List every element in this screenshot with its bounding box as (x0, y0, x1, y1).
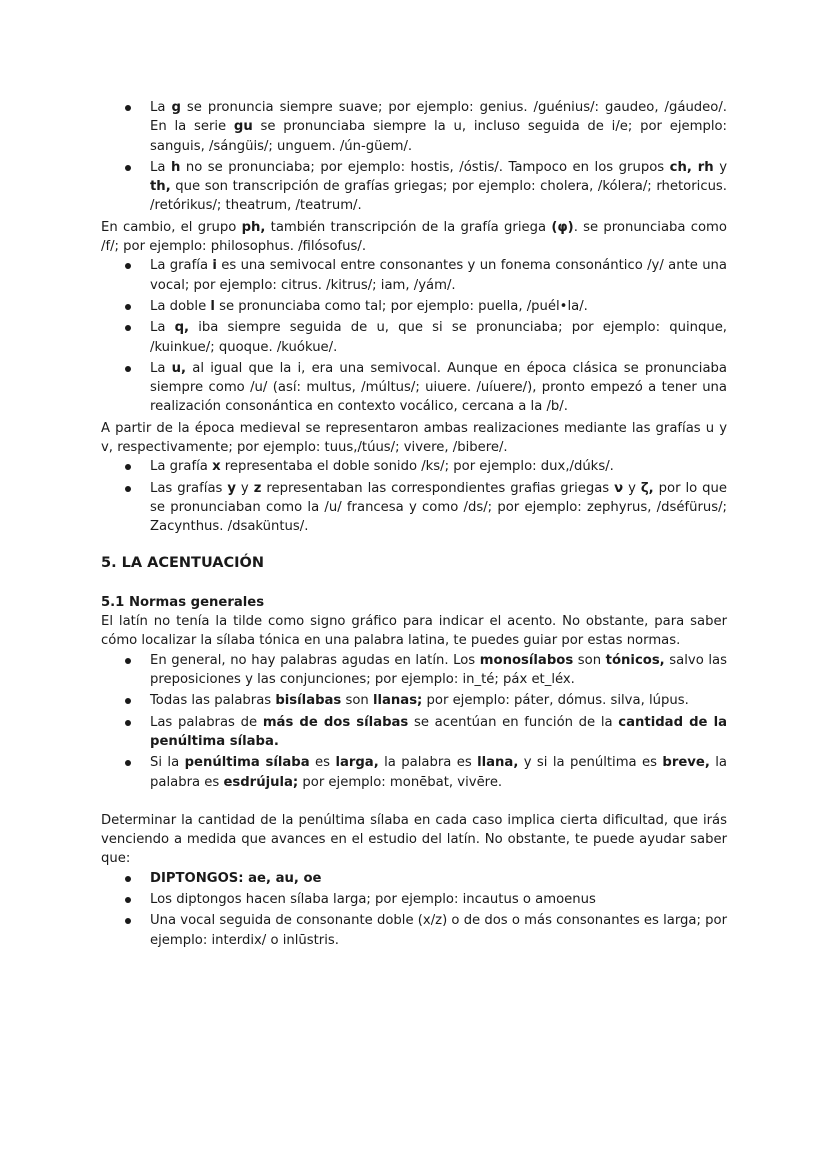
paragraph-ph: En cambio, el grupo ph, también transcripción de la grafía griega (φ). se pronunciaba como /f/; por ejemplo: philosophus. /filósofus/. (101, 219, 727, 255)
list-item-penultimate: Si la penúltima sílaba es larga, la palabra es llana, y si la penúltima es breve, la palabra es esdrújula; por ejemplo: monēbat, vivēre. (150, 753, 727, 792)
subsection-heading: 5.1 Normas generales (101, 594, 265, 610)
list-item-q: La q, iba siempre seguida de u, que si se pronunciaba; por ejemplo: quinque, /kuinkue/; quoque. /kuókue/. (150, 318, 727, 357)
list-item-monosyllables: En general, no hay palabras agudas en latín. Los monosílabos son tónicos, salvo las preposiciones y las conjunciones; por ejemplo: in_té; páx et_léx. (150, 651, 727, 690)
list-item-bisyllables: Todas las palabras bisílabas son llanas; por ejemplo: páter, dómus. silva, lúpus. (150, 691, 727, 710)
list-item-x: La grafía x representaba el doble sonido /ks/; por ejemplo: dux,/dúks/. (150, 457, 727, 476)
paragraph-intro: El latín no tenía la tilde como signo gráfico para indicar el acento. No obstante, para saber cómo localizar la sílaba tónica en una palabra latina, te puedes guiar por estas normas. (101, 614, 727, 649)
list-item-h: La h no se pronunciaba; por ejemplo: hostis, /óstis/. Tampoco en los grupos ch, rh y th, que son transcripción de grafías griegas; por ejemplo: cholera, /kólera/; rhetoricus. /retórikus/; theatrum, /teatrum/. (150, 158, 727, 216)
list-accent-rules (101, 651, 727, 792)
list-quantity-tips (101, 869, 727, 950)
list-pronunciation-2 (101, 256, 727, 416)
list-item-u: La u, al igual que la i, era una semivocal. Aunque en época clásica se pronunciaba siempre como /u/ (así: multus, /múltus/; uiuere. /uíuere/), pronto empezó a tener una realización consonántica en contexto vocálico, cercana a la /b/. (150, 359, 727, 417)
list-item-yz: Las grafías y y z representaban las correspondientes grafias griegas ν y ζ, por lo que se pronunciaban como la /u/ francesa y como /ds/; por ejemplo: zephyrus, /dséfürus/; Zacynthus. /dsaküntus/. (150, 479, 727, 537)
list-pronunciation-3 (101, 457, 727, 536)
paragraph-medieval: A partir de la época medieval se representaron ambas realizaciones mediante las grafías u y v, respectivamente; por ejemplo: tuus,/túus/; vivere, /bibere/. (101, 420, 727, 456)
list-item-diphthongs-long: Los diptongos hacen sílaba larga; por ejemplo: incautus o amoenus (150, 890, 727, 909)
list-item-diphthongs: DIPTONGOS: ae, au, oe (150, 869, 727, 888)
list-item-i: La grafía i es una semivocal entre consonantes y un fonema consonántico /y/ ante una vocal; por ejemplo: citrus. /kitrus/; iam, /yám/. (150, 256, 727, 295)
list-item-polysyllables: Las palabras de más de dos sílabas se acentúan en función de la cantidad de la penúltima sílaba. (150, 713, 727, 752)
list-item-l: La doble l se pronunciaba como tal; por ejemplo: puella, /puél•la/. (150, 297, 727, 316)
list-pronunciation-1 (101, 98, 727, 216)
list-item-g: La g se pronuncia siempre suave; por ejemplo: genius. /guénius/: gaudeo, /gáudeo/. En la serie gu se pronunciaba siempre la u, incluso seguida de i/e; por ejemplo: sanguis, /sángüis/; unguem. /ún-güem/. (150, 98, 727, 156)
section-heading: 5. LA ACENTUACIÓN (101, 554, 264, 571)
list-item-double-consonant: Una vocal seguida de consonante doble (x/z) o de dos o más consonantes es larga; por ejemplo: interdix/ o inlūstris. (150, 911, 727, 950)
paragraph-quantity: Determinar la cantidad de la penúltima sílaba en cada caso implica cierta dificultad, que irás venciendo a medida que avances en el estudio del latín. No obstante, te puede ayudar saber que: (101, 812, 727, 867)
document-page (101, 98, 727, 952)
